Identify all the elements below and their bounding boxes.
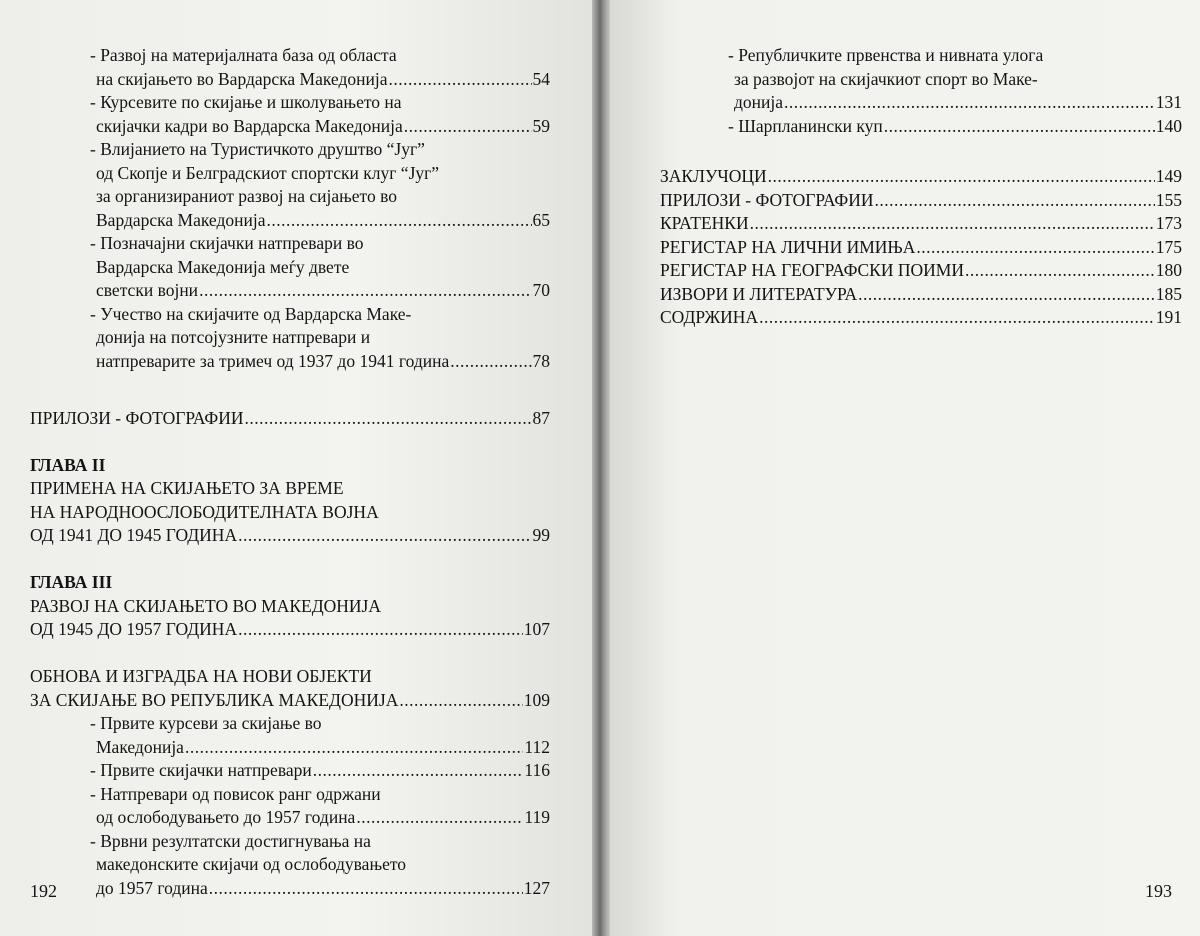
section-label: СОДРЖИНА [660,307,759,327]
toc-section [660,165,1182,189]
page-ref: 87 [532,407,550,428]
chapter-title-line: ПРИМЕНА НА СКИЈАЊЕТО ЗА ВРЕМЕ [30,478,344,498]
dot-leader [209,877,523,901]
toc-entry [30,44,550,91]
right-page [610,0,1200,936]
dot-leader [875,189,1155,213]
page-ref: 112 [524,736,550,757]
toc-line: од ослободувањето до 1957 година [96,807,356,827]
section-label: ПРИЛОЗИ - ФОТОГРАФИИ [660,189,874,210]
page-number: 192 [30,881,57,901]
toc-line: - Шарпланински куп [728,115,883,136]
toc-row [660,115,1182,139]
book-spine [592,0,610,936]
page-ref: 54 [532,68,550,89]
section-label: РЕГИСТАР НА ЛИЧНИ ИМИЊА [660,236,916,257]
page-number: 193 [1145,881,1172,901]
dot-leader [768,165,1155,189]
page-ref: 140 [1155,115,1182,136]
page-ref: 155 [1155,189,1182,210]
toc-line: - Курсевите по скијање и школувањето на [90,92,402,112]
toc-line: од Скопје и Белградскиот спортски клуг “Југ” [96,162,440,183]
toc-line: до 1957 година [96,877,208,898]
toc-line: скијачки кадри во Вардарска Македонија [96,115,403,136]
toc-row [30,350,550,374]
toc-line: светски војни [96,280,199,300]
page-ref: 70 [532,280,550,300]
page-ref: 78 [532,350,550,371]
toc-entry [660,44,1182,115]
chapter-title-line: ОД 1941 ДО 1945 ГОДИНА [30,525,238,545]
toc-line: - Развој на материјалната база од областа [90,45,397,65]
dot-leader [759,306,1155,330]
chapter-title-line: РАЗВОЈ НА СКИЈАЊЕТО ВО МАКЕДОНИЈА [30,595,382,616]
page-ref: 127 [523,877,550,898]
dot-leader [399,689,522,713]
toc-row [30,877,550,901]
dot-leader [313,759,524,783]
dot-leader [750,212,1155,236]
toc-entry [660,115,1182,139]
toc-row [30,689,550,713]
chapter-heading: ГЛАВА III [30,572,113,592]
dot-leader [858,283,1155,307]
dot-leader [784,91,1155,115]
left-toc [30,44,550,900]
chapter-3 [30,571,550,642]
page-ref: 191 [1155,307,1182,327]
toc-line: донија на потсојузните натпревари и [96,327,371,347]
chapter-title-line: НА НАРОДНООСЛОБОДИТЕЛНАТА ВОЈНА [30,501,379,522]
toc-line: македонските скијачи од ослободувањето [96,854,407,874]
page-ref: 59 [532,115,550,136]
dot-leader [884,115,1155,139]
page-ref: 109 [523,689,550,710]
toc-row [30,618,550,642]
toc-row [30,759,550,783]
left-page [0,0,592,936]
toc-entry [30,91,550,138]
page-ref: 173 [1155,213,1182,233]
page-ref: 175 [1155,236,1182,257]
chapter-heading: ГЛАВА II [30,454,106,475]
toc-line: - Учество на скијачите од Вардарска Маке- [90,303,412,324]
toc-line: за развојот на скијачкиот спорт во Маке- [734,68,1038,89]
toc-row [30,209,550,233]
dot-leader [356,806,523,830]
toc-entry [30,783,550,830]
chapter-title-line: ОД 1945 ДО 1957 ГОДИНА [30,619,238,639]
page-ref: 65 [532,209,550,230]
toc-entry [30,232,550,303]
toc-section [660,259,1182,283]
toc-line: донија [734,92,784,112]
toc-row [30,736,550,760]
toc-section [660,212,1182,236]
page-ref: 116 [524,760,550,780]
page-ref: 107 [523,619,550,639]
toc-section-photos [30,407,550,431]
toc-row [30,115,550,139]
toc-entry [30,138,550,232]
page-ref: 180 [1155,260,1182,280]
toc-entry [30,303,550,374]
toc-row [30,68,550,92]
section-label: ПРИЛОЗИ - ФОТОГРАФИИ [30,407,244,428]
toc-section [660,306,1182,330]
page-ref: 131 [1155,92,1182,112]
toc-line: на скијањето во Вардарска Македонија [96,68,388,89]
toc-line: - Позначајни скијачки натпревари во [90,233,364,253]
toc-section [660,283,1182,307]
toc-line: натпреварите за тримеч од 1937 до 1941 година [96,350,450,371]
renewal-section [30,665,550,712]
page-ref: 149 [1155,166,1182,186]
section-label: РЕГИСТАР НА ГЕОГРАФСКИ ПОИМИ [660,260,964,280]
page-ref: 185 [1155,283,1182,304]
toc-line: - Натпревари од повисок ранг одржани [90,783,381,804]
toc-entry [30,712,550,759]
section-title-line: ОБНОВА И ИЗГРАДБА НА НОВИ ОБЈЕКТИ [30,666,372,686]
dot-leader [185,736,523,760]
toc-line: - Влијанието на Туристичкото друштво “Југ” [90,139,425,159]
toc-line: - Републичките првенства и нивната улога [728,45,1044,65]
toc-line: Вардарска Македонија меѓу двете [96,256,350,277]
toc-entry [30,759,550,783]
toc-line: Вардарска Македонија [96,209,266,230]
dot-leader [245,407,532,431]
toc-row [30,279,550,303]
toc-section [660,236,1182,260]
dot-leader [238,618,523,642]
page-ref: 99 [532,525,550,545]
dot-leader [450,350,531,374]
toc-line: за организираниот развој на сијањето во [96,186,397,206]
section-label: ЗАКЛУЧОЦИ [660,166,767,186]
page-ref: 119 [524,807,550,827]
section-title-line: ЗА СКИЈАЊЕ ВО РЕПУБЛИКА МАКЕДОНИЈА [30,689,399,710]
toc-row [30,806,550,830]
chapter-2 [30,454,550,548]
toc-line: - Првите курсеви за скијање во [90,713,322,733]
toc-row [660,91,1182,115]
toc-line: - Првите скијачки натпревари [90,760,312,780]
section-label: ИЗВОРИ И ЛИТЕРАТУРА [660,283,858,304]
toc-row [30,524,550,548]
toc-line: Македонија [96,736,184,757]
dot-leader [238,524,531,548]
section-label: КРАТЕНКИ [660,213,749,233]
toc-entry [30,830,550,901]
dot-leader [388,68,531,92]
toc-line: - Врвни резултатски достигнувања на [90,830,371,851]
dot-leader [199,279,531,303]
dot-leader [965,259,1155,283]
dot-leader [404,115,532,139]
dot-leader [916,236,1154,260]
right-toc [660,44,1182,330]
toc-section [660,189,1182,213]
dot-leader [266,209,531,233]
